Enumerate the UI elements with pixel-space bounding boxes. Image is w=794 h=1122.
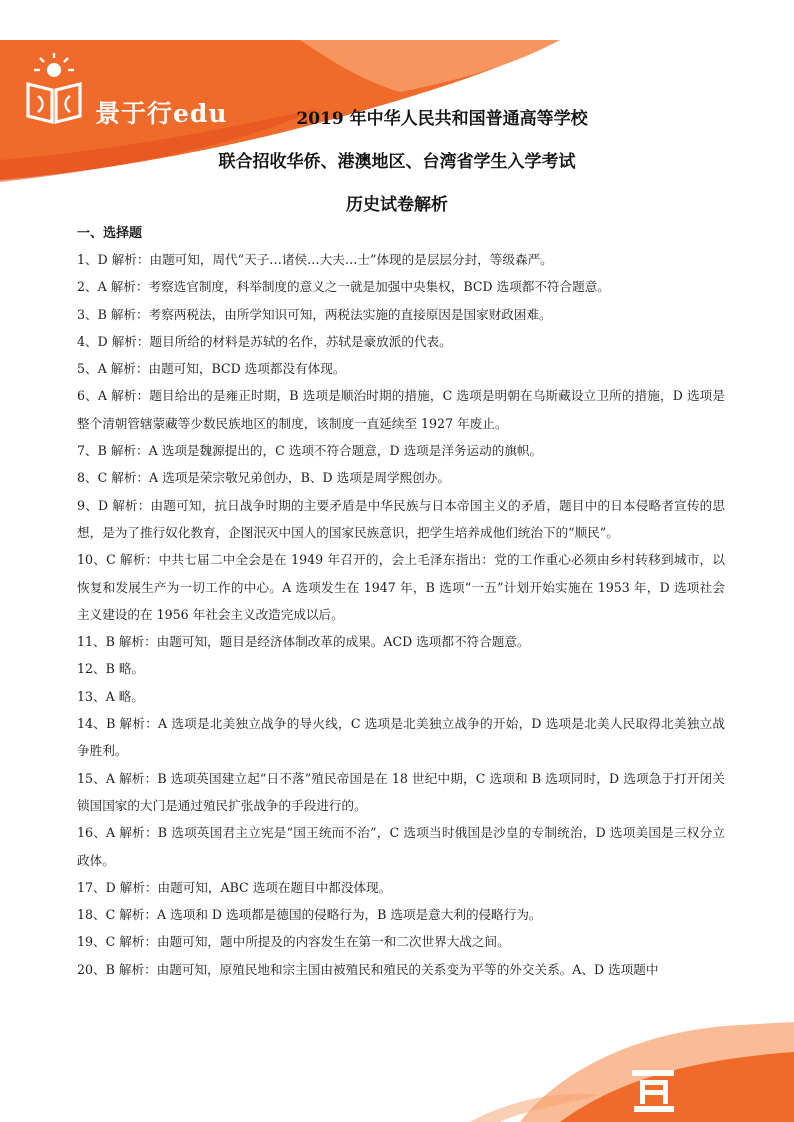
answer-item-19: 19、C 解析：由题可知，题中所提及的内容发生在第一和二次世界大战之间。 [77, 934, 510, 950]
title-line-1: 2019 年中华人民共和国普通高等学校 [296, 109, 588, 129]
answer-item-3: 3、B 解析：考察两税法，由所学知识可知，两税法实施的直接原因是国家财政困难。 [77, 306, 552, 322]
title-line-3: 历史试卷解析 [346, 195, 448, 215]
answer-item-14: 14、B 解析：A 选项是北美独立战争的导火线，C 选项是北美独立战争的开始，D 选项是北美人民取得北美独立战争胜利。 [77, 716, 725, 759]
answer-item-5: 5、A 解析：由题可知，BCD 选项都没有体现。 [77, 361, 346, 377]
answer-item-1: 1、D 解析：由题可知，周代“天子…诸侯…大夫…士”体现的是层层分封，等级森严。 [77, 252, 553, 267]
answer-item-18: 18、C 解析：A 选项和 D 选项都是德国的侵略行为，B 选项是意大利的侵略行为。 [77, 907, 542, 923]
answer-item-10: 10、C 解析：中共七届二中全会是在 1949 年召开的，会上毛泽东指出：党的工作重心必须由乡村转移到城市，以恢复和发展生产为一切工作的中心。A 选项发生在 1947 年，B 选项“一五”计划开始实施在 1953 年，D 选项社会主义建设的在 1956 年社会主义改造完成以后。 [77, 552, 725, 622]
section-title: 一、选择题 [77, 226, 143, 241]
answer-item-17: 17、D 解析：由题可知，ABC 选项在题目中都没体现。 [77, 879, 392, 895]
answer-item-16: 16、A 解析：B 选项英国君主立宪是“国王统而不治”，C 选项当时俄国是沙皇的专制统治，D 选项美国是三权分立政体。 [77, 825, 725, 868]
answer-item-11: 11、B 解析：由题可知，题目是经济体制改革的成果。ACD 选项都不符合题意。 [77, 634, 530, 650]
answer-item-7: 7、B 解析：A 选项是魏源提出的，C 选项不符合题意，D 选项是洋务运动的旗帜。 [77, 443, 543, 459]
answer-item-2: 2、A 解析：考察选官制度，科举制度的意义之一就是加强中央集权，BCD 选项都不符合题意。 [77, 279, 610, 295]
answer-item-20: 20、B 解析：由题可知，原殖民地和宗主国由被殖民和殖民的关系变为平等的外交关系。A、D 选项题中 [77, 961, 659, 977]
answer-item-6: 6、A 解析：题目给出的是雍正时期，B 选项是顺治时期的措施，C 选项是明朝在乌斯藏设立卫所的措施，D 选项是整个清朝管辖蒙藏等少数民族地区的制度，该制度一直延续至 1927 年废止。 [77, 388, 725, 431]
answer-item-15: 15、A 解析：B 选项英国建立起“日不落”殖民帝国是在 18 世纪中期，C 选项和 B 选项同时，D 选项急于打开闭关锁国国家的大门是通过殖民扩张战争的手段进行的。 [77, 770, 725, 813]
answer-item-8: 8、C 解析：A 选项是荣宗敬兄弟创办，B、D 选项是周学熙创办。 [77, 470, 450, 486]
answer-item-9: 9、D 解析：由题可知，抗日战争时期的主要矛盾是中华民族与日本帝国主义的矛盾，题目中的日本侵略者宣传的思想，是为了推行奴化教育，企图泯灭中国人的国家民族意识，把学生培养成他们统治下的“顺民”。 [77, 497, 725, 540]
answer-item-4: 4、D 解析：题目所给的材料是苏轼的名作，苏轼是豪放派的代表。 [77, 333, 452, 349]
answer-item-13: 13、A 略。 [77, 688, 144, 704]
answer-item-12: 12、B 略。 [77, 661, 145, 677]
brand-logo-text: 景于行edu [95, 99, 228, 128]
answer-list [77, 246, 725, 983]
footer-decoration [0, 1000, 794, 1122]
title-line-2: 联合招收华侨、港澳地区、台湾省学生入学考试 [218, 152, 576, 172]
